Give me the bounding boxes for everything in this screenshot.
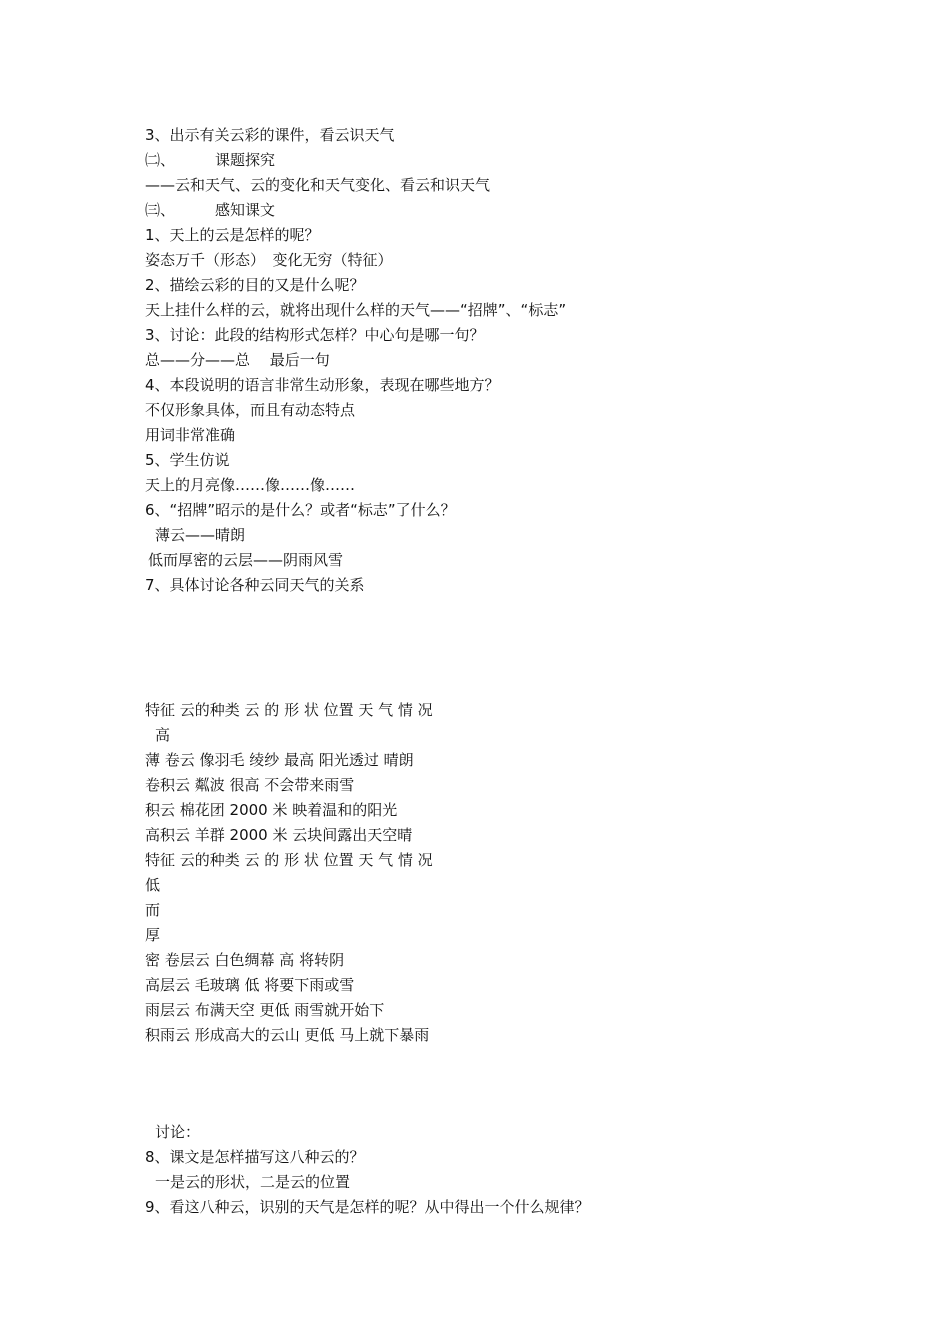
- table-cell: 低: [145, 876, 161, 894]
- table-row: 高层云 毛玻璃 低 将要下雨或雪: [145, 976, 355, 994]
- heading-number: ㈢、: [145, 201, 176, 219]
- question-line: 8、课文是怎样描写这八种云的？: [145, 1148, 365, 1166]
- text-line: 3、出示有关云彩的课件，看云识天气: [145, 126, 395, 144]
- table-row: 薄 卷云 像羽毛 绫纱 最高 阳光透过 晴朗: [145, 751, 414, 769]
- section-heading: [145, 200, 275, 220]
- answer-line: 总——分——总 最后一句: [145, 351, 330, 369]
- section-heading: [145, 150, 275, 170]
- heading-text: 课题探究: [215, 151, 276, 169]
- table-header-row: 特征 云的种类 云 的 形 状 位置 天 气 情 况: [145, 851, 433, 869]
- table-row: 积云 棉花团 2000 米 映着温和的阳光: [145, 801, 398, 819]
- answer-line: 薄云——晴朗: [155, 526, 246, 544]
- answer-line: 低而厚密的云层——阴雨风雪: [148, 551, 344, 569]
- text-line: ——云和天气、云的变化和天气变化、看云和识天气: [145, 176, 491, 194]
- table-row: 雨层云 布满天空 更低 雨雪就开始下: [145, 1001, 385, 1019]
- table-cell: 高: [155, 726, 171, 744]
- table-cell: 而: [145, 901, 161, 919]
- table-row: 高积云 羊群 2000 米 云块间露出天空晴: [145, 826, 413, 844]
- heading-number: ㈡、: [145, 151, 176, 169]
- table-row: 卷积云 粼波 很高 不会带来雨雪: [145, 776, 355, 794]
- answer-line: 不仅形象具体，而且有动态特点: [145, 401, 356, 419]
- question-line: 5、学生仿说: [145, 451, 230, 469]
- answer-line: 用词非常准确: [145, 426, 236, 444]
- table-cell: 厚: [145, 926, 161, 944]
- table-row: 密 卷层云 白色绸幕 高 将转阴: [145, 951, 345, 969]
- question-line: 9、看这八种云，识别的天气是怎样的呢？从中得出一个什么规律？: [145, 1198, 590, 1216]
- answer-line: 天上的月亮像……像……像……: [145, 476, 356, 494]
- table-header-row: 特征 云的种类 云 的 形 状 位置 天 气 情 况: [145, 701, 433, 719]
- answer-line: 一是云的形状，二是云的位置: [155, 1173, 351, 1191]
- answer-line: 姿态万千（形态） 变化无穷（特征）: [145, 251, 393, 269]
- heading-text: 感知课文: [215, 201, 276, 219]
- answer-line: 天上挂什么样的云，就将出现什么样的天气——“招牌”、“标志”: [145, 301, 567, 319]
- question-line: 3、讨论：此段的结构形式怎样？中心句是哪一句？: [145, 326, 485, 344]
- discussion-label: 讨论：: [155, 1123, 201, 1141]
- question-line: 4、本段说明的语言非常生动形象，表现在哪些地方？: [145, 376, 500, 394]
- question-line: 1、天上的云是怎样的呢？: [145, 226, 320, 244]
- question-line: 2、描绘云彩的目的又是什么呢？: [145, 276, 365, 294]
- table-row: 积雨云 形成高大的云山 更低 马上就下暴雨: [145, 1026, 430, 1044]
- question-line: 7、具体讨论各种云同天气的关系: [145, 576, 365, 594]
- question-line: 6、“招牌”昭示的是什么？或者“标志”了什么？: [145, 501, 456, 519]
